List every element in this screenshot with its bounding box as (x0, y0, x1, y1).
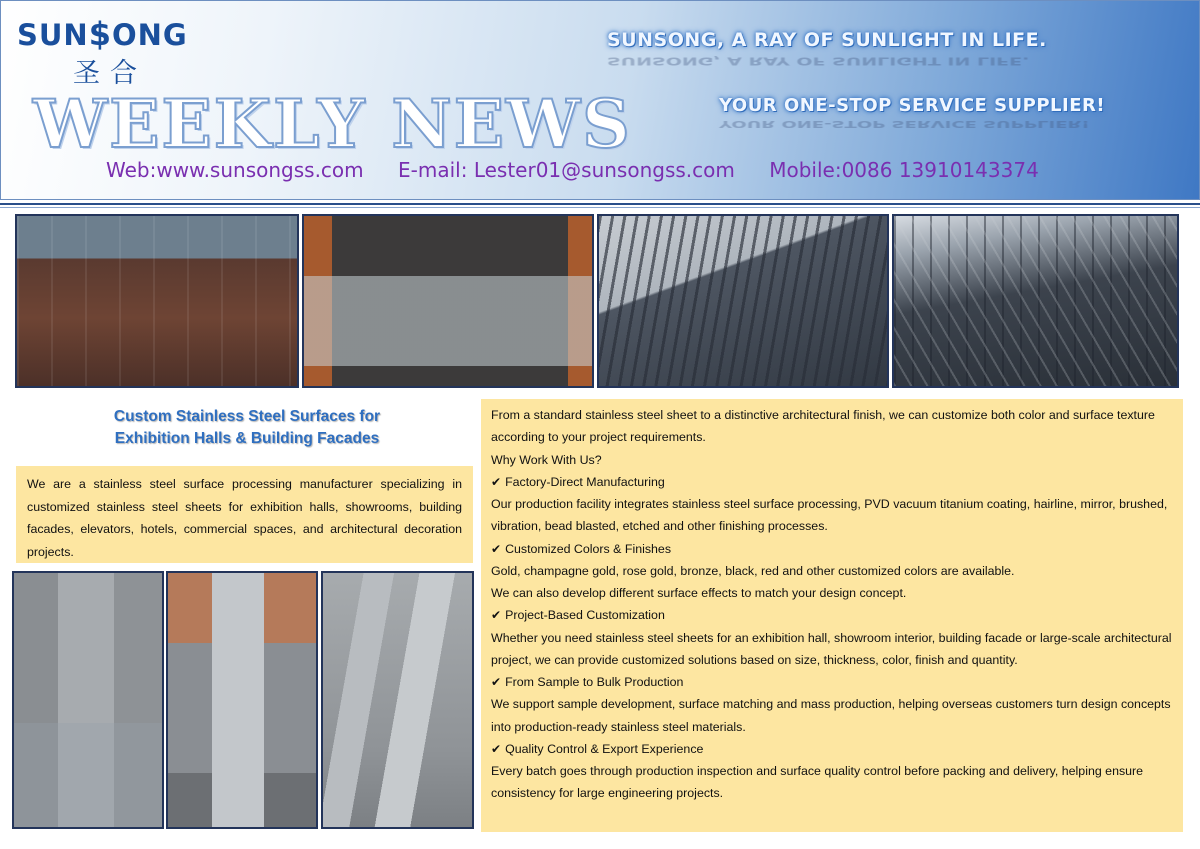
header-divider-thin (0, 207, 1200, 208)
intro-panel (16, 466, 473, 563)
feature-body: We can also develop different surface effects to match your design concept. (491, 586, 907, 600)
check-icon: ✔ (491, 541, 502, 556)
check-icon: ✔ (491, 474, 502, 489)
why-heading: Why Work With Us? (491, 452, 602, 467)
partition-doors-photo (321, 571, 474, 829)
check-icon: ✔ (491, 675, 502, 689)
facade-photo-3 (892, 214, 1179, 388)
feature-heading: ✔ Factory-Direct Manufacturing (491, 474, 665, 489)
feature-heading: ✔ Customized Colors & Finishes (491, 541, 672, 556)
feature-body: Gold, champagne gold, rose gold, bronze, black, red and other customized colors are available. (491, 563, 1015, 578)
facade-photo-1 (15, 214, 299, 388)
website-link[interactable]: Web:www.sunsongss.com (106, 158, 364, 182)
check-icon: ✔ (491, 608, 502, 623)
facade-photo-2 (597, 214, 889, 388)
column-cladding-photo (166, 571, 318, 829)
slogan-secondary: YOUR ONE-STOP SERVICE SUPPLIER! (719, 95, 1106, 116)
feature-heading: ✔ Quality Control & Export Experience (491, 741, 704, 756)
elevator-wall-photo (12, 571, 164, 829)
feature-body: Our production facility integrates stainless steel surface processing, PVD vacuum titanium coating, hairline, mirror, brushed, vibration, bead blasted, etched and other finishing processes. (491, 497, 1168, 534)
feature-body: Whether you need stainless steel sheets for an exhibition hall, showroom interior, building facade or large-scale architectural project, we can provide customized solutions based on size, thickness, color, finish and quantity. (491, 630, 1172, 667)
entrance-photo (302, 214, 594, 388)
mobile-number: Mobile:0086 13910143374 (769, 158, 1039, 182)
header-divider (0, 203, 1200, 205)
feature-body: Every batch goes through production inspection and surface quality control before packing and delivery, helping ensure consistency for large engineering projects. (491, 764, 1144, 801)
lead-paragraph: From a standard stainless steel sheet to a distinctive architectural finish, we can customize both color and surface texture according to your project requirements. (491, 408, 1155, 445)
section-title-line-1: Custom Stainless Steel Surfaces for (113, 408, 381, 425)
slogan-secondary-reflection: YOUR ONE-STOP SERVICE SUPPLIER! (719, 118, 1090, 130)
check-icon: ✔ (491, 741, 502, 756)
logo-wordmark: SUN$ONG (17, 15, 188, 53)
newsletter-title: WEEKLY NEWS (33, 85, 632, 163)
slogan-primary: SUNSONG, A RAY OF SUNLIGHT IN LIFE. (607, 29, 1047, 51)
section-title (20, 406, 474, 450)
contact-line (106, 158, 1067, 182)
feature-body: We support sample development, surface matching and mass production, helping overseas customers turn design concepts into production-ready stainless steel materials. (491, 697, 1171, 734)
feature-heading: ✔ From Sample to Bulk Production (491, 675, 684, 689)
details-panel (481, 399, 1183, 832)
intro-text: We are a stainless steel surface processing manufacturer specializing in customized stainless steel sheets for exhibition halls, showrooms, building facades, elevators, hotels, commercial spaces, and architectural decoration projects. (27, 477, 462, 559)
section-title-line-2: Exhibition Halls & Building Facades (114, 430, 380, 447)
logo-chinese-name: 圣合 (73, 58, 147, 89)
sunsong-logo[interactable] (17, 15, 217, 89)
slogan-primary-reflection: SUNSONG, A RAY OF SUNLIGHT IN LIFE. (607, 54, 1030, 67)
feature-heading: ✔ Project-Based Customization (491, 608, 665, 623)
email-link[interactable]: E-mail: Lester01@sunsongss.com (398, 158, 735, 182)
header-banner (0, 0, 1200, 200)
